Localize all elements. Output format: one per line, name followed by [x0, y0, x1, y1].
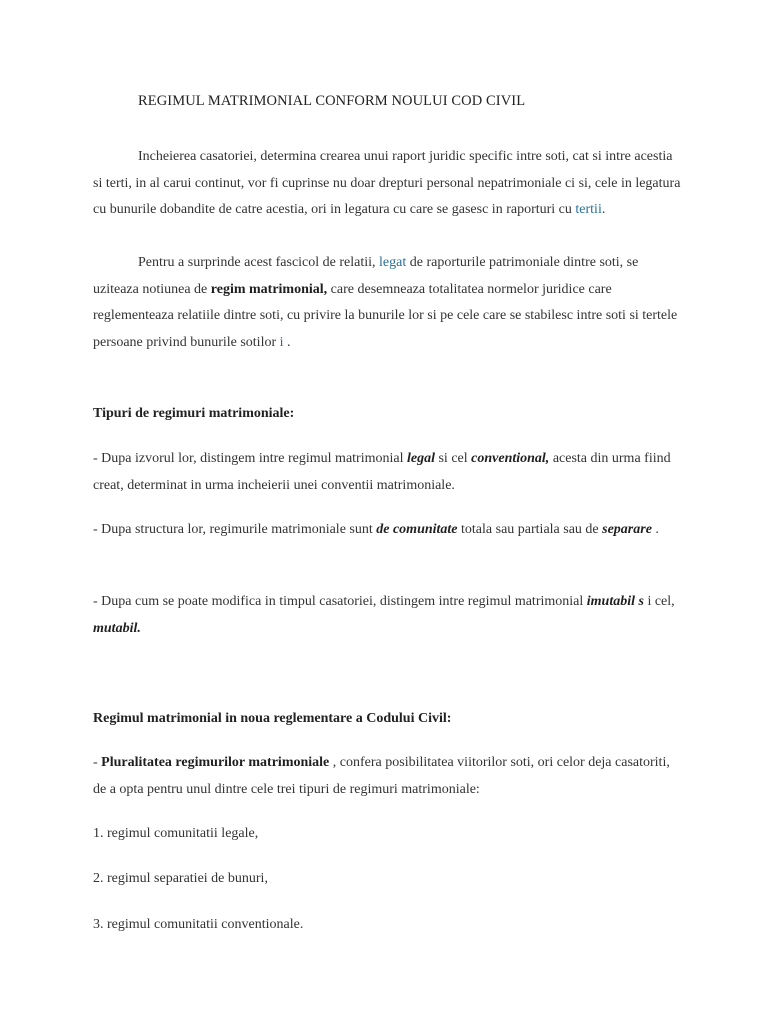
- term-regim-matrimonial: regim matrimonial,: [210, 281, 328, 297]
- list-item-modificare-text-2: i cel,: [643, 594, 675, 609]
- paragraph-intro-text: Incheierea casatoriei, determina crearea unui raport juridic specific intre soti, cat si intre acestia si terti, in al carui continut, vor fi cuprinse nu doar drepturi personal nepatrimoniale ci si, cele in legatura cu bunurile dobandite de catre acestia, ori in legatura cu care se gasesc in raporturi cu: [93, 149, 681, 217]
- heading-noua-reglementare: Regimul matrimonial in noua reglementare a Codului Civil:: [93, 711, 452, 726]
- numbered-item-3: 3. regimul comunitatii conventionale.: [93, 917, 304, 932]
- list-item-modificare-text-1: - Dupa cum se poate modifica in timpul casatoriei, distingem intre regimul matrimonial: [93, 594, 587, 609]
- list-item-izvor: [93, 446, 683, 499]
- list-item-modificare: [93, 589, 683, 642]
- numbered-item-2: 2. regimul separatiei de bunuri,: [93, 871, 268, 886]
- term-separare: separare: [602, 522, 652, 537]
- term-de-comunitate: de comunitate: [376, 522, 458, 537]
- list-item-izvor-text-1: - Dupa izvorul lor, distingem intre regimul matrimonial: [93, 451, 407, 466]
- paragraph-intro-end: .: [601, 202, 606, 217]
- list-item-izvor-text-3: acesta din urma fiind creat, determinat in urma incheierii unei conventii matrimoniale.: [93, 451, 671, 493]
- list-item-pluralitate-dash: -: [93, 755, 102, 770]
- list-item-structura-text-1: - Dupa structura lor, regimurile matrimoniale sunt: [93, 522, 377, 537]
- paragraph-regim-end: .: [283, 334, 291, 350]
- term-legal: legal: [406, 451, 435, 466]
- term-imutabil: imutabil s: [586, 594, 644, 609]
- numbered-item-1: 1. regimul comunitatii legale,: [93, 826, 259, 841]
- paragraph-intro: [93, 144, 683, 224]
- list-item-structura: [93, 517, 683, 544]
- list-item-izvor-text-2: si cel: [434, 451, 472, 466]
- heading-tipuri: Tipuri de regimuri matrimoniale:: [93, 406, 295, 421]
- paragraph-regim-text-2: de raporturile patrimoniale dintre soti, se uziteaza notiunea de: [93, 255, 639, 297]
- paragraph-regim-text-1: Pentru a surprinde acest fascicol de relatii,: [138, 255, 380, 270]
- term-pluralitatea: Pluralitatea regimurilor matrimoniale: [101, 755, 330, 770]
- term-conventional: conventional,: [471, 451, 550, 466]
- list-item-pluralitate-text: , confera posibilitatea viitorilor soti, ori celor deja casatoriti, de a opta pentru unul dintre cele trei tipuri de regimuri matrimoniale:: [93, 755, 670, 797]
- link-footnote-i[interactable]: i: [279, 334, 284, 350]
- list-item-structura-text-2: totala sau partiala sau de: [457, 522, 603, 537]
- document-title: REGIMUL MATRIMONIAL CONFORM NOULUI COD CIVIL: [138, 93, 526, 109]
- paragraph-regim: [93, 250, 683, 356]
- list-item-structura-text-3: .: [651, 522, 659, 537]
- paragraph-regim-text-3: care desemneaza totalitatea normelor juridice care reglementeaza relatiile dintre soti, cu privire la bunurile lor si pe cele care se stabilesc intre soti si tertele persoane privind bunurile sotilor: [93, 281, 678, 350]
- link-legat[interactable]: legat: [379, 255, 407, 270]
- term-mutabil: mutabil.: [93, 620, 141, 636]
- list-item-pluralitate: [93, 750, 683, 803]
- link-tertii[interactable]: tertii: [575, 202, 602, 217]
